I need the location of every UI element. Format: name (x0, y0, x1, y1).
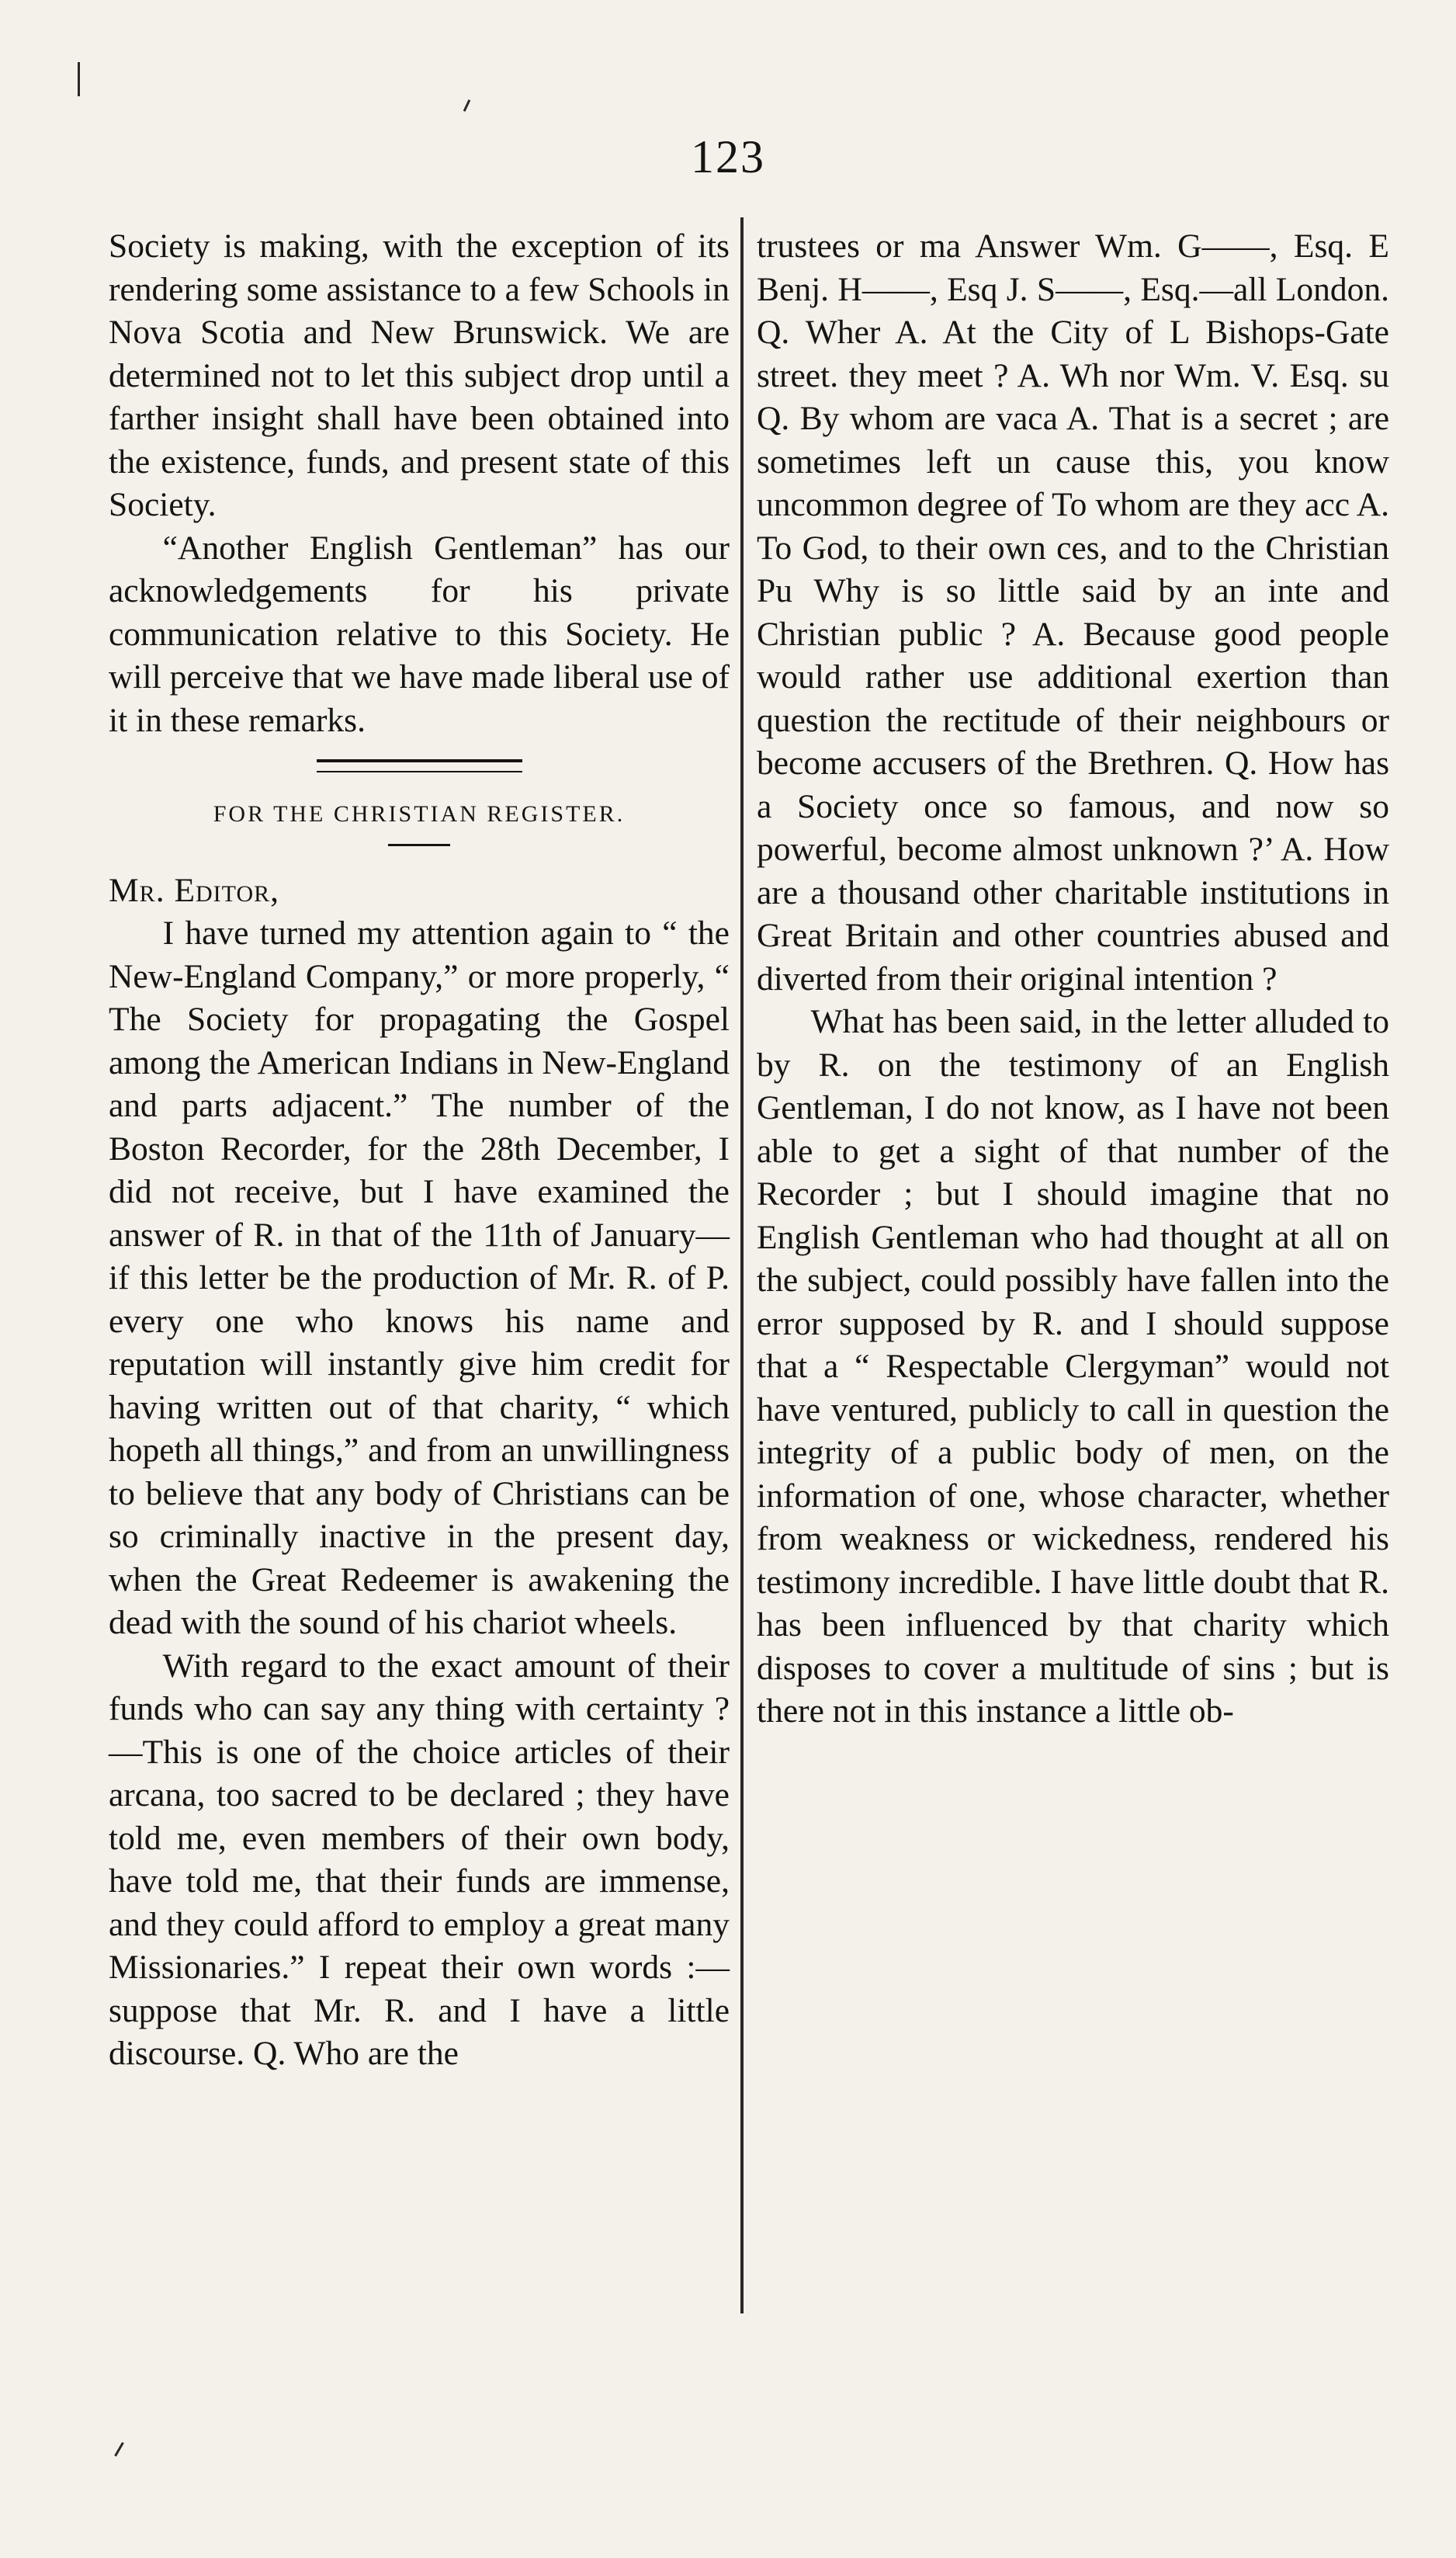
page-number: 123 (691, 131, 765, 182)
section-heading: FOR THE CHRISTIAN REGISTER. (213, 801, 626, 827)
paragraph-society-continuation: Society is making, with the exception of its rendering some assistance to a few Schools in Nova Scotia and New Brunswick. We are determined not to let this subject drop until a farther insight shall have been obtained into the existence, funds, and present state of this Society. (109, 227, 730, 523)
paragraph-acknowledgement: “Another English Gentleman” has our acknowledgements for his private communication relative to this Society. He will perceive that we have made liberal use of it in these remarks. (109, 529, 730, 739)
paragraph-funds: With regard to the exact amount of their funds who can say any thing with certainty ?—This is one of the choice articles of their arcana, too sacred to be declared ; they have told me, even members of their own body, have told me, that their funds are immense, and they could afford to employ a great many Missionaries.” I repeat their own words :—suppose that Mr. R. and I have a little discourse. Q. Who are the (109, 1647, 730, 2072)
salutation: Mr. Editor, (109, 871, 279, 909)
margin-mark (78, 62, 80, 96)
section-divider (317, 759, 522, 772)
left-column (109, 225, 730, 2492)
paragraph-new-england-company: I have turned my attention again to “ the New-England Company,” or more properly, “ The Society for propagating the Gospel among the American Indians in New-England and parts adjacent.” The number of the Boston Recorder, for the 28th December, I did not receive, but I have examined the answer of R. in that of the 11th of January—if this letter be the production of Mr. R. of P. every one who knows his name and reputation will instantly give him credit for having written out of that charity, “ which hopeth all things,” and from an unwillingness to believe that any body of Christians can be so criminally inactive in the present day, when the Great Redeemer is awakening the dead with the sound of his chariot wheels. (109, 915, 730, 1641)
paragraph-dialogue: trustees or ma Answer Wm. G——, Esq. E Benj. H——, Esq J. S——, Esq.—all London. Q. Wher A. At the City of L Bishops-Gate street. they meet ? A. Wh nor Wm. V. Esq. su Q. By whom are vaca A. That is a secret ; are sometimes left un cause this, you know uncommon degree of To whom are they acc A. To God, to their own ces, and to the Christian Pu Why is so little said by an inte and Christian public ? A. Because good people would rather use additional exertion than question the rectitude of their neighbours or become accusers of the Brethren. Q. How has a Society once so famous, and now so powerful, become almost unknown ?’ A. How are a thousand other charitable institutions in Great Britain and other countries abused and diverted from their original intention ? (757, 227, 1389, 998)
heading-rule (388, 844, 450, 846)
column-divider (740, 217, 744, 2313)
paragraph-testimony: What has been said, in the letter alluded to by R. on the testimony of an English Gentleman, I do not know, as I have not been able to get a sight of that number of the Recorder ; but I should imagine that no English Gentleman who had thought at all on the subject, could possibly have fallen into the error supposed by R. and I should suppose that a “ Respectable Clergyman” would not have ventured, publicly to call in question the integrity of a public body of men, on the information of one, whose character, whether from weakness or wickedness, rendered his testimony incredible. I have little doubt that R. has been influenced by that charity which disposes to cover a multitude of sins ; but is there not in this instance a little ob- (757, 1003, 1389, 1730)
right-column (757, 225, 1389, 2492)
margin-mark (463, 99, 470, 112)
